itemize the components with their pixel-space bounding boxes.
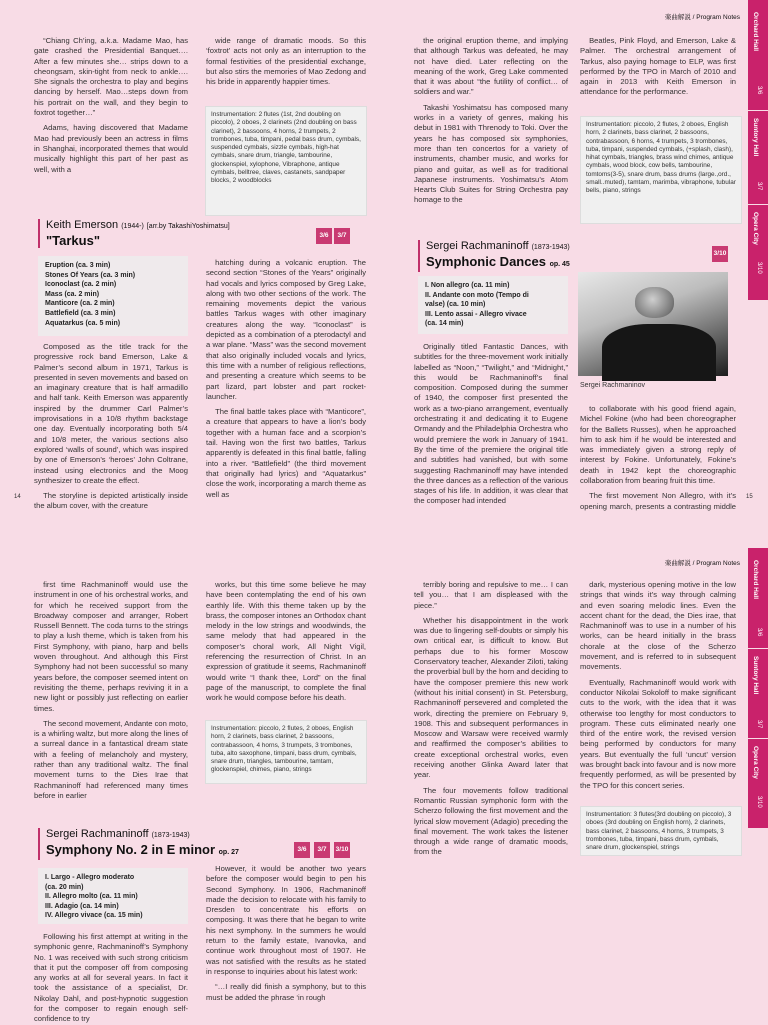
- paragraph: the original eruption theme, and implying that although Tarkus was defeated, he may not have died. Later reflecting on the meaning of the work, Greg Lake commented that it was about “the futility of conflict… of soldiers and war.”: [414, 36, 568, 97]
- movement-item: (ca. 14 min): [425, 320, 464, 328]
- movement-item: Stones Of Years (ca. 3 min): [45, 271, 136, 279]
- tab-date: 3/6: [756, 86, 762, 95]
- composer-name: Keith Emerson: [46, 219, 119, 231]
- composer-name: Sergei Rachmaninoff: [46, 828, 149, 840]
- instrumentation-box: Instrumentation: 2 flutes (1st, 2nd doubling on piccolo), 2 oboes, 2 clarinets (2nd doubling on bass clarinet), 2 bassoons, 4 horns, 2 trumpets, 2 trombones, tuba, timpani, pedal bass drum, cymbals, suspended cymbals, sizzle cymbals, high-hat cymbals, snare drum, triangle, tambourine, glockenspiel, xylophone, Vibraphone, antique cymbals, belltree, claves, castanets, sandpaper blocks, 2 woodblocks: [205, 106, 367, 216]
- paragraph: terribly boring and repulsive to me… I can tell you… that I am displeased with the piece.”: [414, 580, 568, 610]
- movement-item: Battlefield (ca. 3 min): [45, 309, 116, 317]
- tab-opera-city[interactable]: Opera City: [752, 746, 759, 779]
- date-badge: 3/7: [314, 842, 330, 858]
- column-text: [206, 580, 366, 710]
- spread-bottom: [0, 512, 768, 1024]
- instrumentation-box: Instrumentation: 3 flutes(3rd doubling on piccolo), 3 oboes (3rd doubling on English horn), 2 clarinets, bass clarinet, 2 bassoons, 4 horns, 3 trumpets, 3 trombones, tuba, timpani, bass drum, cymbals, snare drum, glockenspiel, strings: [580, 806, 742, 856]
- column-text: [34, 932, 188, 1024]
- column-text: [206, 864, 366, 1024]
- column-text: [580, 36, 736, 108]
- paragraph: hatching during a volcanic eruption. The second section “Stones of the Years” originally had vocals and lyrics composed by Greg Lake, along with two other sections of the work. The remaining movements depict the various battles Tarkus wages with other imaginary creatures along the way. “Iconoclast” is depicted as a combination of a pterodactyl and a war plane. “Mass” was the second movement that also originally included vocals and lyrics, this time with a number of religious reflections, and presenting a creature which seems to be part lizard, part lobster and part rocket-launcher.: [206, 258, 366, 401]
- page-number: 14: [14, 494, 21, 500]
- paragraph: Following his first attempt at writing in the symphonic genre, Rachmaninoff’s Symphony No. 1 was received with such strong criticism that it put the composer off from composing any works at all for several years. In fact it took the assistance of a specialist, Dr. Nikolay Dahl, and post-hypnotic suggestion for the composer to regain enough self-confidence to try: [34, 932, 188, 1024]
- tab-date: 3/6: [756, 628, 762, 637]
- paragraph: Eventually, Rachmaninoff would work with conductor Nikolai Sokoloff to make significant cuts to the work, with the idea that it was otherwise too lengthy for most conductors to program. These cuts eliminated nearly one third of the entire work, the revised version being performed by conductors for many years. But eventually the full ‘uncut’ version was brought back into favour and is now more frequently performed, as will be presented by the TPO for this concert series.: [580, 677, 736, 790]
- opus-number: op. 45: [549, 261, 570, 268]
- column-text: [580, 404, 736, 514]
- column-text: [34, 36, 188, 184]
- symphonic-dances-heading: [418, 240, 570, 272]
- column-text: [414, 342, 568, 514]
- paragraph: However, it would be another two years before the composer would begin to pen his Second Symphony. In 1906, Rachmaninoff made the decision to relocate with his family to Dresden to concentrate his efforts on composing. It was there that he began to write his next symphony. In the summers he would return to the family estate, Ivanovka, and continue work throughout most of 1907. He was not satisfied with the results as he stated in response to inquiries about his latest work:: [206, 864, 366, 976]
- paragraph: “…I really did finish a symphony, but to this must be added the phrase ‘in rough: [206, 982, 366, 1002]
- composer-years: (1873-1943): [531, 244, 570, 251]
- tab-orchard-hall[interactable]: Orchard Hall: [752, 560, 759, 600]
- movement-item: I. Largo - Allegro moderato: [45, 874, 135, 881]
- date-badge: 3/10: [712, 246, 728, 262]
- instrumentation-box: Instrumentation: piccolo, 2 flutes, 2 oboes, English horn, 2 clarinets, bass clarinet, 2 bassoons, contrabassoon, 6 horns, 4 trumpets, 3 trombones, tuba, timpani, suspended cymbals, (+splash, clash), hihat cymbals, triangles, brass wind chimes, antique cymbals, wood block, cow bells, tambourine, tomtoms(3-5), snare drum, bass drums (large.,ord., small..muted), tamtam, marimba, vibraphone, tubular bells, piano, strings: [580, 116, 742, 224]
- movement-item: valse) (ca. 10 min): [425, 301, 486, 309]
- photo-caption: Sergei Rachmaninov: [580, 382, 645, 389]
- tab-date: 3/7: [756, 182, 762, 191]
- movement-item: Aquatarkus (ca. 5 min): [45, 319, 121, 327]
- column-text: [34, 342, 188, 514]
- paragraph: wide range of dramatic moods. So this ‘foxtrot’ acts not only as an interruption to the formal festivities of the presidential exchange, but also stirs the memories of Mao Zedong and his bride in apparently happier times.: [206, 36, 366, 87]
- movement-item: Iconoclast (ca. 2 min): [45, 281, 117, 289]
- opus-number: op. 27: [218, 849, 239, 856]
- column-text: [206, 36, 366, 92]
- movement-item: Mass (ca. 2 min): [45, 290, 100, 298]
- movement-item: III. Adagio (ca. 14 min): [45, 902, 119, 910]
- movement-item: II. Andante con moto (Tempo di: [425, 291, 529, 299]
- movement-item: Manticore (ca. 2 min): [45, 300, 115, 308]
- movement-item: (ca. 20 min): [45, 883, 84, 891]
- spread-top: [0, 0, 768, 512]
- paragraph: The second movement, Andante con moto, is a whirling waltz, but more along the lines of a surreal dance in a fantastical dream state with a feeling of melancholy and mystery, rather than any traditional waltz. The final movement turns to the Dies Irae that Rachmaninoff had referenced many times before in earlier: [34, 718, 188, 800]
- date-badge: 3/10: [334, 842, 350, 858]
- tab-suntory-hall[interactable]: Suntory Hall: [752, 656, 759, 695]
- movement-list: [418, 276, 568, 334]
- paragraph: The first movement Non Allegro, with it’s opening march, presents a contrasting middle: [580, 491, 736, 511]
- tab-orchard-hall[interactable]: Orchard Hall: [752, 12, 759, 52]
- paragraph: The final battle takes place with “Manticore”, a creature that appears to have a lion’s body together with a human face and a scorpion’s tail. Having won the first two battles, Tarkus apparently is defeated in this final battle, falling into a river. “Battlefield” (the third movement that originally had lyrics) and “Aquatarkus” close the work, incorporating a march theme as well as: [206, 407, 366, 499]
- movement-item: IV. Allegro vivace (ca. 15 min): [45, 912, 143, 920]
- movement-item: I. Non allegro (ca. 11 min): [425, 282, 510, 289]
- paragraph: to collaborate with his good friend again, Michel Fokine (who had been choreographer for the Ballets Russes), when he approached him to ask him if he would be interested and was immediately given a strong reply of interest by Fokine. Unfortunately, Fokine’s death in 1942 kept the choreographic collaboration from bearing fruit this time.: [580, 404, 736, 486]
- paragraph: Adams, having discovered that Madame Mao had previously been an actress in films in Shanghai, incorporated themes that would musically highlight this part of her past as well, with a: [34, 123, 188, 174]
- paragraph: dark, mysterious opening motive in the low strings that winds it’s way through calming and even soaring melodic lines. Even the accent chant for the dead, the Dies irae, that Rachmaninoff was to use in a number of his works, can be heard initially in the brass chorale at the close of the Scherzo movement, and is referred to in subsequent movements.: [580, 580, 736, 672]
- movement-list: [38, 868, 188, 924]
- paragraph: Takashi Yoshimatsu has composed many works in a variety of genres, making his debut in 1981 with Threnody to Toki. Over the years he has composed six symphonies, more than ten concertos for a variety of instruments, chamber music, and works for piano and guitar, as well as for traditional Japanese instruments. Yoshimatsu’s Atom Hearts Club Suites for String Orchestra pay homage to the: [414, 102, 568, 205]
- column-text: [34, 580, 188, 824]
- composer-years: (1873-1943): [151, 832, 190, 839]
- arranger: [arr.by TakashiYoshimatsu]: [146, 223, 230, 230]
- program-notes-header: 楽曲解説 / Program Notes: [664, 560, 740, 567]
- paragraph: The storyline is depicted artistically inside the album cover, with the creature: [34, 491, 188, 511]
- date-badge: 3/6: [294, 842, 310, 858]
- column-text: [580, 580, 736, 812]
- movement-item: III. Lento assai - Allegro vivace: [425, 310, 527, 318]
- instrumentation-box: Instrumentation: piccolo, 2 flutes, 2 oboes, English horn, 2 clarinets, bass clarinet, 2 bassoons, contrabassoon, 4 horns, 3 trumpets, 3 trombones, tuba, alto saxophone, timpani, bass drum, cymbals, snare drum, triangles, tambourine, tamtam, glockenspiel, chimes, piano, strings: [205, 720, 367, 784]
- tarkus-heading: [38, 219, 230, 248]
- column-text: [414, 580, 568, 890]
- paragraph: Originally titled Fantastic Dances, with subtitles for the three-movement work initially labelled as “Noon,” “Twilight,” and “Midnight,” this would be Rachmaninoff’s final composition. Composed during the summer of 1940, the composer first presented the work as a two-piano arrangement, eventually orchestrating it and dedicating it to Eugene Ormandy and the Philadelphia Orchestra who would premiere the work in January of 1941. By the time of the premiere the original title and subtitles had vanished, but with some suggesting Rachmaninoff may have intended the three dances as a reflection of the various stages of his life. In addition, it was clear that the composer had intended: [414, 342, 568, 506]
- side-tabs: [748, 0, 768, 300]
- movement-item: Eruption (ca. 3 min): [45, 262, 111, 269]
- paragraph: works, but this time some believe he may have been contemplating the end of his own earthly life. With this theme taken up by the brass, the composer intones an Orthodox chant melody in the low strings and woodwinds, the same melody that had appeared in the composer’s choral work, All Night Vigil, referencing the resurrection of Christ. In an expression of gratitude it seems, Rachmaninoff would write “I thank thee, Lord” on the final page of the manuscript, to complete the final work he would compose before his death.: [206, 580, 366, 703]
- paragraph: Beatles, Pink Floyd, and Emerson, Lake & Palmer. The orchestral arrangement of Tarkus, also paying homage to ELP, was first performed by the TPO in March of 2010 and again in 2013 with Keith Emerson in attendance for the performance.: [580, 36, 736, 97]
- work-title: "Tarkus": [46, 233, 100, 248]
- program-notes-header: 楽曲解説 / Program Notes: [664, 14, 740, 21]
- date-badge: 3/6: [316, 228, 332, 244]
- tab-opera-city[interactable]: Opera City: [752, 212, 759, 245]
- tab-suntory-hall[interactable]: Suntory Hall: [752, 118, 759, 157]
- work-title: Symphonic Dances: [426, 254, 546, 269]
- column-text: [414, 36, 568, 232]
- movement-list: [38, 256, 188, 336]
- symphony-2-heading: [38, 828, 239, 860]
- composer-name: Sergei Rachmaninoff: [426, 240, 529, 252]
- paragraph: first time Rachmaninoff would use the instrument in one of his orchestral works, and for which he received support from the Broadway composer and arranger, Robert Russell Bennett. The coda turns to the strings to play a lush theme, which is taken from his First Symphony, with piano, harp and bells woven throughout. And although this First Symphony had not been successful so many years before, the composer seemed intent on revisiting the theme, perhaps reviving it in a new light or possibly just reflecting on earlier times.: [34, 580, 188, 713]
- tab-date: 3/10: [756, 796, 762, 808]
- paragraph: The four movements follow traditional Romantic Russian symphonic form with the Scherzo following the first movement and the lyrical slow movement (Adagio) preceding the final movement. The work takes the listener through a wide range of dramatic moods, from the: [414, 785, 568, 857]
- paragraph: Composed as the title track for the progressive rock band Emerson, Lake & Palmer’s second album in 1971, Tarkus is presented in seven movements and based on an imaginary creature that is half armadillo and half tank. Keith Emerson was apparently inspired by the drummer Carl Palmer’s improvisations in a 10/8 rhythm backstage one day. Eventually incorporating both 5/4 and 10/8 meter, the various sections also explored ‘walls of sound’, which was inspired by one of Emerson’s ‘heroes’ John Coltrane, instead using electronics and the Moog synthesizer to create the effect.: [34, 342, 188, 485]
- paragraph: “Chiang Ch’ing, a.k.a. Madame Mao, has gate crashed the Presidential Banquet…. After a few minutes she… strips down to a cheongsam, skin-tight from neck to ankle…. She signals the orchestra to play and begins dancing by herself. Mao…steps down from his portrait on the wall, and they begin to foxtrot together…”: [34, 36, 188, 118]
- movement-item: II. Allegro molto (ca. 11 min): [45, 893, 138, 901]
- paragraph: Whether his disappointment in the work was due to lingering self-doubts or simply his own critical ear, is difficult to know. But perhaps due to his former Moscow Conservatory teacher, Alexander Ziloti, taking the proverbial bull by the horn and deciding to have the composer premiere this new work (without his initial consent) in St. Petersburg, Rachmaninoff persevered and completed the work, directing the premiere on February 9, 1908. This and subsequent performances in Moscow and Warsaw were received warmly and reaffirmed the composer’s abilities to create exceptional orchestral works, even receiving another Glinka Award later that year.: [414, 615, 568, 780]
- date-badge: 3/7: [334, 228, 350, 244]
- tab-date: 3/10: [756, 262, 762, 274]
- tab-date: 3/7: [756, 720, 762, 729]
- composer-photo: [578, 272, 728, 376]
- composer-years: (1944-): [121, 223, 144, 230]
- column-text: [206, 258, 366, 514]
- side-tabs: [748, 548, 768, 828]
- page-number: 15: [746, 494, 753, 500]
- work-title: Symphony No. 2 in E minor: [46, 842, 216, 857]
